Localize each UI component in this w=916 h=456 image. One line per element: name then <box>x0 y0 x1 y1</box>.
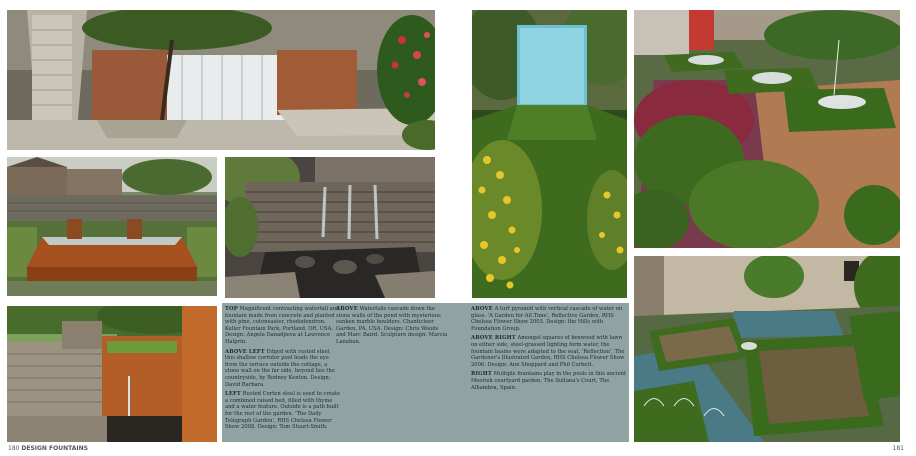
caption-right: RIGHT Multiple fountains play in the pools in this ancient Moorish courtyard garden. The Sultana's Court, The Alhambra, Spain. <box>471 371 627 391</box>
photo-moorish-courtyard <box>634 256 900 442</box>
photo-turf-pyramid <box>472 10 627 298</box>
photo-rusted-pool <box>7 157 217 296</box>
caption-panel <box>222 303 629 442</box>
page-number-right: 181 <box>892 445 904 452</box>
folio-left <box>8 445 88 452</box>
caption-turf-above: ABOVE A turf pyramid with vertical cascade of water on glass. 'A Garden for All Time', Reflective Garden, RHS Chelsea Flower Show 2003. Design: the Hills with Foundation Group. <box>471 306 623 332</box>
caption-above-left: ABOVE LEFT Edged with rusted steel, this shallow corridor pool leads the eye from the terrace outside the cottage, a stone wall on the far side, beyond lies the countryside, by Rodney Kenton. Design: David Barbara. <box>225 348 335 388</box>
running-title: DESIGN FOUNTAINS <box>21 445 88 452</box>
caption-column-3 <box>471 306 627 394</box>
photo-stone-wall-pond <box>225 157 435 298</box>
caption-column-1 <box>225 306 342 434</box>
caption-above-right: ABOVE RIGHT Amongst squares of boxwood with lawn on either side, steel-grassed lighting form water, the fountain basins were adapted to the seat. 'Reflection', The Gardener's Illustrated Garden, RHS Chelsea Flower Show 2006. Design: Ann Sheppard and Phil Corbett. <box>471 335 625 368</box>
caption-above: ABOVE Waterfalls cascade down the stone walls of the pond with mysterious sunken marble boulders. Chanticleer Garden, PA, USA. Design: Chris Woods and Marc Baird. Sculpture design: Marcia Lanahan. <box>336 306 448 345</box>
photo-boxwood-basins <box>634 10 900 248</box>
caption-column-2 <box>336 306 448 349</box>
caption-left: LEFT Rusted Corten steel is used to create a combined raised bed, filled with thyme and a water feature. Outside is a path built for the rest of the garden. 'The Daily Telegraph Garden', RHS Chelsea Flower Show 2008. Design: Tom Stuart-Smith. <box>225 391 341 431</box>
page-number-left: 180 <box>8 445 20 452</box>
photo-corten-water-feature <box>7 306 217 442</box>
photo-waterfall-park <box>7 10 435 150</box>
caption-top: TOP Magnificent contrasting waterfall and fountain made from concrete and planted with pine, cotoneaster, rhododendron. Keller Fountain Park, Portland, OR, USA. Design: Angela Danadjieva at Lawrence Halprin. <box>225 306 340 345</box>
